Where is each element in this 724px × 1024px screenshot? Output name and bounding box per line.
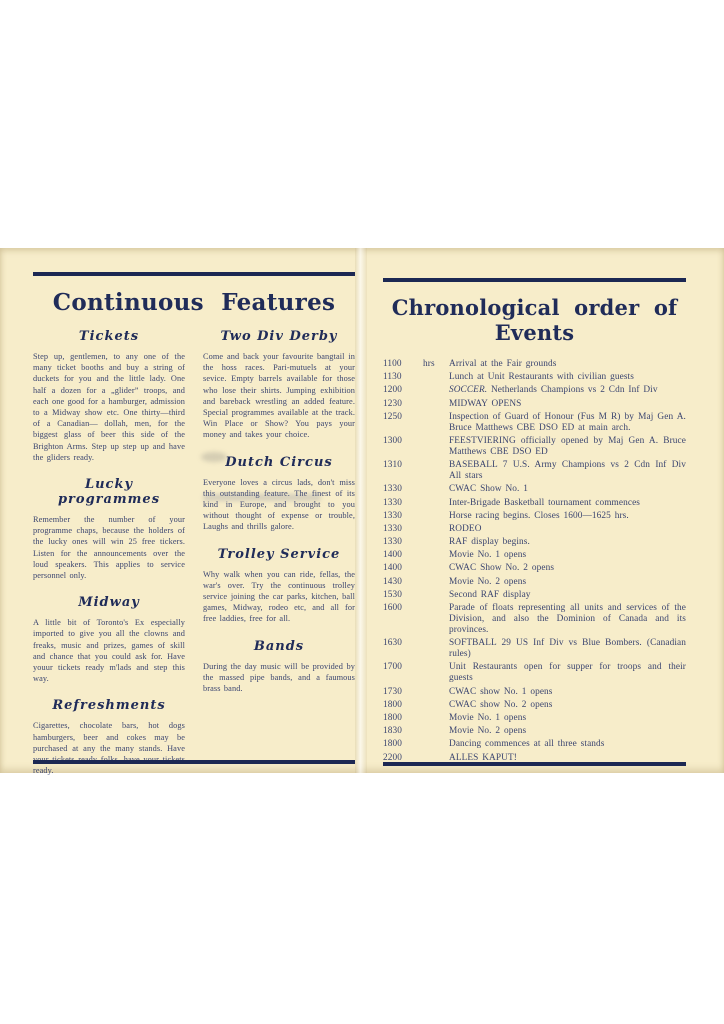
- event-desc: [449, 662, 686, 684]
- left-page-title: Continuous Features: [52, 289, 336, 316]
- section-body: During the day music will be provided by the massed pipe bands, and a faumous brass band.: [203, 661, 355, 694]
- event-time: 1700: [383, 662, 402, 673]
- event-desc: [449, 484, 686, 495]
- event-row: [383, 563, 686, 574]
- event-row: [383, 590, 686, 601]
- event-desc: [449, 726, 686, 737]
- event-row: [383, 603, 686, 636]
- event-desc-text: Parade of floats representing all units and services of the Division, and also the Dominion of Canada and its provinces.: [449, 603, 686, 635]
- section-dutch-circus: [203, 455, 355, 533]
- section-two-div-derby: [203, 329, 355, 441]
- event-desc-text: Horse racing begins. Closes 1600—1625 hrs.: [449, 510, 629, 521]
- event-time: 1800: [383, 699, 402, 710]
- section-body: Step up, gentlemen, to any one of the many ticket booths and buy a string of duckets for you and the little lady. One half a dozen for a „glider” troops, and each one good for a hamburger, admission to a Midway show etc. One thirty—third of a Canadian— dollah, men, for the biggest glass of beer this side of the Brighton Arms. Step up step up and have the gliders ready.: [33, 352, 185, 462]
- section-body: Remember the number of your programme chaps, because the holders of the lucky ones will win 25 free tickers. Listen for the announcements over the loud speakers. This applies to service personnel only.: [33, 515, 185, 581]
- event-time-suffix: hrs: [423, 359, 435, 369]
- event-row: [383, 385, 686, 396]
- event-time: 1600: [383, 603, 402, 613]
- events-list: [383, 359, 686, 764]
- event-row: [383, 638, 686, 660]
- event-desc: [449, 739, 686, 750]
- event-desc-text: Arrival at the Fair grounds: [449, 359, 557, 369]
- section-heading: Trolley Service: [217, 546, 341, 562]
- event-desc-text: MIDWAY OPENS: [449, 398, 522, 409]
- section-body: Everyone loves a circus lads, don't miss this outstanding feature. The finest of its kind in Europe, and brought to you without thought of expense or trouble, Laughs and thrills galore.: [203, 477, 355, 532]
- event-desc: [449, 524, 686, 535]
- event-time: 1200: [383, 385, 402, 396]
- right-page: [383, 278, 686, 766]
- event-time: 1330: [383, 537, 402, 548]
- event-desc-text: Dancing commences at all three stands: [449, 739, 605, 750]
- section-heading: Dutch Circus: [225, 454, 333, 470]
- event-row: [383, 687, 686, 698]
- event-row: [383, 484, 686, 495]
- event-row: [383, 726, 686, 737]
- event-row: [383, 412, 686, 434]
- event-time: 1430: [383, 576, 402, 587]
- event-desc: [449, 511, 686, 522]
- event-row: [383, 550, 686, 561]
- section-body: Come and back your favourite bangtail in the hoss races. Pari-mutuels at your sevice. Empty barrels available for those who lose their shirts. Jumping exhibition and bareback wrestling an added feature. Special programmes available at the track. Win Place or Show? You pays your money and takes your choice.: [203, 352, 355, 440]
- event-row: [383, 713, 686, 724]
- left-page-columns: [33, 320, 355, 776]
- left-column: [33, 320, 185, 776]
- event-time: 1300: [383, 435, 402, 446]
- event-desc-text: Second RAF display: [449, 589, 531, 600]
- section-heading: Refreshments: [52, 698, 166, 714]
- event-desc: [449, 603, 686, 636]
- event-time: 1330: [383, 484, 402, 495]
- event-row: [383, 524, 686, 535]
- event-desc-text: FEESTVIERING officially opened by Maj Gen A. Bruce Matthews CBE DSO ED: [449, 435, 686, 457]
- event-row: [383, 739, 686, 750]
- event-desc: [449, 385, 686, 396]
- event-row: [383, 662, 686, 684]
- event-desc: [449, 713, 686, 724]
- event-time: 1400: [383, 550, 402, 561]
- event-time: 1330: [383, 510, 402, 521]
- event-desc-text: Movie No. 2 opens: [449, 576, 527, 587]
- event-desc-text: Inspection of Guard of Honour (Fus M R) by Maj Gen A. Bruce Matthews CBE DSO ED at main arch.: [449, 411, 686, 433]
- event-desc-text: RODEO: [449, 523, 482, 534]
- event-desc-text: SOFTBALL 29 US Inf Div vs Blue Bombers. (Canadian rules): [449, 638, 686, 660]
- event-row: [383, 436, 686, 458]
- event-desc: [449, 687, 686, 698]
- event-desc: [449, 577, 686, 588]
- section-midway: [33, 595, 185, 684]
- event-desc: [449, 399, 686, 410]
- event-time: 1330: [383, 497, 402, 508]
- section-trolley-service: [203, 547, 355, 625]
- event-row: [383, 359, 686, 370]
- section-body: Cigarettes, chocolate bars, hot dogs hamburgers, beer and cokes may be purchased at any the many stands. Have your tickets ready folks, have your tickets ready.: [33, 721, 185, 776]
- top-rule-right: [383, 278, 686, 282]
- event-row: [383, 372, 686, 383]
- event-time: 1130: [383, 372, 402, 383]
- event-desc-text: Inter-Brigade Basketball tournament commences: [449, 497, 641, 508]
- event-row: [383, 537, 686, 548]
- event-time: 1330: [383, 523, 402, 534]
- event-time: 1800: [383, 712, 402, 723]
- event-desc: [449, 700, 686, 711]
- bottom-rule-left: [33, 760, 355, 764]
- section-lucky-programmes: [33, 477, 185, 581]
- event-time: 1530: [383, 589, 402, 600]
- event-time: 1310: [383, 460, 402, 471]
- event-time: 1250: [383, 411, 402, 422]
- event-desc: [449, 436, 686, 458]
- event-desc: [449, 563, 686, 574]
- section-body: Why walk when you can ride, fellas, the war's over. Try the continuous trolley service joining the car parks, kitchen, ball games, Midway, rodeo etc, and all for free laddies, free for all.: [203, 569, 355, 624]
- bottom-rule-right: [383, 762, 686, 766]
- event-desc: [449, 550, 686, 561]
- right-page-title: Chronological order of Events: [391, 295, 678, 345]
- event-time: 1730: [383, 686, 402, 697]
- page-fold-crease: [355, 248, 367, 773]
- event-desc-text: CWAC Show No. 1: [449, 484, 529, 495]
- right-column: [203, 320, 355, 776]
- event-desc: [449, 359, 686, 370]
- section-heading: Two Div Derby: [220, 329, 338, 344]
- event-time: 1830: [383, 726, 402, 737]
- section-heading: Bands: [253, 638, 305, 654]
- top-rule-left: [33, 272, 355, 276]
- section-refreshments: [33, 698, 185, 776]
- left-page: [33, 272, 355, 776]
- event-desc-text: RAF display begins.: [449, 537, 530, 548]
- event-desc: [449, 590, 686, 601]
- event-time: 2200: [383, 752, 402, 763]
- event-desc-text: CWAC Show No. 2 opens: [449, 563, 555, 574]
- event-desc: [449, 498, 686, 509]
- event-row: [383, 460, 686, 482]
- event-time: 1100: [383, 359, 402, 369]
- section-heading: Midway: [78, 595, 140, 611]
- section-bands: [203, 639, 355, 695]
- section-body: A little bit of Toronto's Ex especially imported to give you all the clowns and freaks, music and prizes, games of skill and chance that you could ask for. Have youur tickets ready m'lads and step this way.: [33, 618, 185, 684]
- event-desc-text: CWAC show No. 1 opens: [449, 686, 553, 697]
- event-time: 1630: [383, 638, 402, 649]
- event-row: [383, 511, 686, 522]
- event-desc-text: Movie No. 1 opens: [449, 712, 527, 723]
- event-desc: [449, 412, 686, 434]
- event-desc-text: BASEBALL 7 U.S. Army Champions vs 2 Cdn Inf Div All stars: [449, 460, 686, 482]
- section-heading: Tickets: [78, 329, 140, 344]
- event-desc-emphasis: SOCCER.: [449, 385, 488, 396]
- event-time: 1400: [383, 563, 402, 574]
- section-heading: Lucky programmes: [57, 477, 161, 508]
- event-desc-text: Movie No. 2 opens: [449, 726, 527, 737]
- event-desc-text: Lunch at Unit Restaurants with civilian guests: [449, 372, 634, 383]
- event-row: [383, 700, 686, 711]
- event-desc: [449, 372, 686, 383]
- event-time: 1230: [383, 398, 402, 409]
- event-desc-text: Netherlands Champions vs 2 Cdn Inf Div: [487, 385, 658, 396]
- section-tickets: [33, 329, 185, 463]
- event-desc: [449, 537, 686, 548]
- event-time: 1800: [383, 739, 402, 750]
- event-row: [383, 577, 686, 588]
- event-desc: [449, 460, 686, 482]
- event-desc-text: Movie No. 1 opens: [449, 550, 527, 561]
- event-row: [383, 399, 686, 410]
- event-desc: [449, 638, 686, 660]
- event-desc-text: Unit Restaurants open for supper for troops and their guests: [449, 662, 686, 684]
- event-row: [383, 498, 686, 509]
- event-desc-text: CWAC show No. 2 opens: [449, 699, 553, 710]
- event-desc-text: ALLES KAPUT!: [449, 752, 517, 763]
